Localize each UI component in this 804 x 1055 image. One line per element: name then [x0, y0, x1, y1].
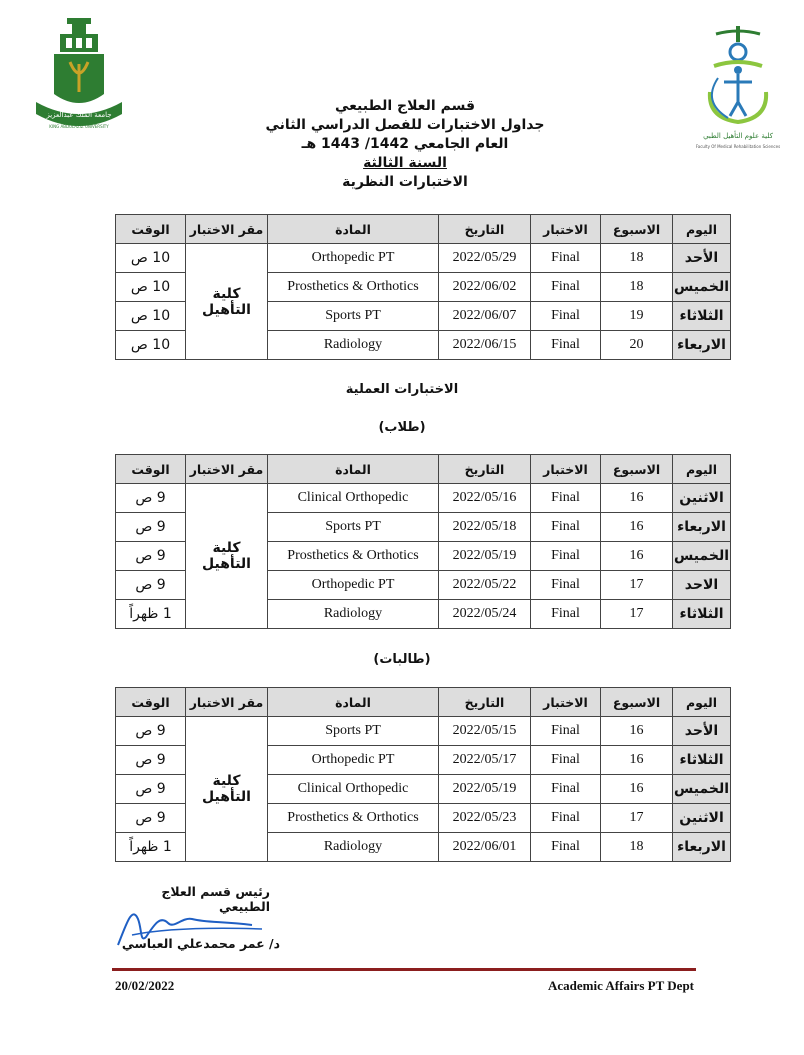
cell-week: 16 [601, 717, 673, 746]
cell-subject: Orthopedic PT [268, 571, 439, 600]
department-title: قسم العلاج الطبيعي [334, 98, 475, 114]
col-week: الاسبوع [601, 215, 673, 244]
cell-time: 9 ص [116, 542, 186, 571]
cell-day: الثلاثاء [673, 302, 731, 331]
col-day: اليوم [673, 455, 731, 484]
cell-date: 2022/06/02 [439, 273, 531, 302]
cell-date: 2022/05/18 [439, 513, 531, 542]
cell-day: الخميس [673, 273, 731, 302]
col-venue: مقر الاختبار [186, 688, 268, 717]
cell-subject: Sports PT [268, 717, 439, 746]
cell-day: الاثنين [673, 484, 731, 513]
cell-date: 2022/05/15 [439, 717, 531, 746]
col-time: الوقت [116, 215, 186, 244]
col-exam: الاختبار [531, 688, 601, 717]
col-date: التاريخ [439, 455, 531, 484]
cell-day: الاربعاء [673, 833, 731, 862]
cell-exam: Final [531, 804, 601, 833]
female-students-title: (طالبات) [373, 652, 431, 667]
cell-subject: Prosthetics & Orthotics [268, 542, 439, 571]
cell-date: 2022/05/17 [439, 746, 531, 775]
col-date: التاريخ [439, 688, 531, 717]
cell-time: 9 ص [116, 746, 186, 775]
footer-divider [112, 968, 696, 971]
cell-exam: Final [531, 746, 601, 775]
col-time: الوقت [116, 688, 186, 717]
cell-subject: Radiology [268, 600, 439, 629]
table-header-row [116, 215, 731, 244]
footer-date: 20/02/2022 [115, 978, 175, 993]
theory-exams-title: الاختبارات النظرية [342, 174, 468, 190]
cell-exam: Final [531, 244, 601, 273]
col-day: اليوم [673, 688, 731, 717]
cell-week: 17 [601, 571, 673, 600]
university-logo [30, 14, 128, 132]
cell-day: الأحد [673, 244, 731, 273]
cell-date: 2022/05/22 [439, 571, 531, 600]
cell-time: 9 ص [116, 484, 186, 513]
cell-subject: Clinical Orthopedic [268, 775, 439, 804]
footer-department: Academic Affairs PT Dept [548, 978, 694, 993]
col-week: الاسبوع [601, 688, 673, 717]
cell-exam: Final [531, 571, 601, 600]
cell-exam: Final [531, 717, 601, 746]
cell-exam: Final [531, 513, 601, 542]
cell-day: الاحد [673, 571, 731, 600]
cell-day: الخميس [673, 775, 731, 804]
cell-time: 10 ص [116, 244, 186, 273]
cell-day: الخميس [673, 542, 731, 571]
col-date: التاريخ [439, 215, 531, 244]
cell-week: 16 [601, 746, 673, 775]
cell-subject: Sports PT [268, 513, 439, 542]
cell-time: 9 ص [116, 717, 186, 746]
signatory-title: رئيس قسم العلاج الطبيعي [161, 884, 270, 914]
theory-exams-table [115, 214, 731, 360]
col-exam: الاختبار [531, 215, 601, 244]
cell-date: 2022/05/19 [439, 775, 531, 804]
cell-day: الاربعاء [673, 513, 731, 542]
cell-time: 10 ص [116, 331, 186, 360]
table-header-row [116, 688, 731, 717]
signatory-name: د/ عمر محمدعلي العباسي [121, 936, 280, 951]
female-exams-table [115, 687, 731, 862]
cell-time: 1 ظهراً [116, 600, 186, 629]
cell-week: 18 [601, 833, 673, 862]
col-subject: المادة [268, 215, 439, 244]
cell-date: 2022/05/29 [439, 244, 531, 273]
cell-subject: Orthopedic PT [268, 746, 439, 775]
cell-date: 2022/05/24 [439, 600, 531, 629]
cell-exam: Final [531, 302, 601, 331]
cell-week: 20 [601, 331, 673, 360]
cell-exam: Final [531, 484, 601, 513]
cell-exam: Final [531, 273, 601, 302]
cell-subject: Clinical Orthopedic [268, 484, 439, 513]
cell-subject: Sports PT [268, 302, 439, 331]
cell-date: 2022/05/16 [439, 484, 531, 513]
male-exams-table [115, 454, 731, 629]
cell-exam: Final [531, 542, 601, 571]
col-subject: المادة [268, 455, 439, 484]
cell-venue: كلية التأهيل [186, 244, 268, 360]
cell-date: 2022/06/15 [439, 331, 531, 360]
cell-exam: Final [531, 833, 601, 862]
cell-venue: كلية التأهيل [186, 484, 268, 629]
table-row [116, 244, 731, 273]
cell-week: 16 [601, 484, 673, 513]
col-day: اليوم [673, 215, 731, 244]
cell-time: 10 ص [116, 273, 186, 302]
col-time: الوقت [116, 455, 186, 484]
table-row [116, 484, 731, 513]
cell-date: 2022/06/07 [439, 302, 531, 331]
col-subject: المادة [268, 688, 439, 717]
cell-week: 16 [601, 775, 673, 804]
cell-subject: Radiology [268, 331, 439, 360]
table-header-row [116, 455, 731, 484]
faculty-logo [688, 22, 788, 152]
cell-time: 10 ص [116, 302, 186, 331]
cell-day: الاربعاء [673, 331, 731, 360]
col-week: الاسبوع [601, 455, 673, 484]
cell-subject: Orthopedic PT [268, 244, 439, 273]
cell-week: 19 [601, 302, 673, 331]
cell-exam: Final [531, 600, 601, 629]
cell-date: 2022/05/23 [439, 804, 531, 833]
col-venue: مقر الاختبار [186, 455, 268, 484]
cell-time: 1 ظهراً [116, 833, 186, 862]
cell-subject: Prosthetics & Orthotics [268, 273, 439, 302]
study-level: السنة الثالثة [363, 155, 447, 171]
academic-year: العام الجامعي 1442/ 1443 هـ [301, 136, 509, 152]
cell-exam: Final [531, 775, 601, 804]
cell-week: 18 [601, 273, 673, 302]
cell-time: 9 ص [116, 775, 186, 804]
col-venue: مقر الاختبار [186, 215, 268, 244]
cell-day: الثلاثاء [673, 600, 731, 629]
col-exam: الاختبار [531, 455, 601, 484]
cell-week: 16 [601, 542, 673, 571]
cell-week: 17 [601, 600, 673, 629]
cell-week: 18 [601, 244, 673, 273]
svg-text:كلية علوم التأهيل الطبي: كلية علوم التأهيل الطبي [703, 132, 773, 140]
cell-time: 9 ص [116, 571, 186, 600]
cell-venue: كلية التأهيل [186, 717, 268, 862]
svg-text:جامعة الملك عبدالعزيز: جامعة الملك عبدالعزيز [46, 111, 112, 119]
cell-week: 17 [601, 804, 673, 833]
cell-time: 9 ص [116, 513, 186, 542]
cell-day: الثلاثاء [673, 746, 731, 775]
cell-date: 2022/06/01 [439, 833, 531, 862]
schedule-title: جداول الاختبارات للفصل الدراسي الثاني [265, 117, 545, 133]
cell-day: الأحد [673, 717, 731, 746]
svg-text:KING ABDULAZIZ UNIVERSITY: KING ABDULAZIZ UNIVERSITY [49, 124, 109, 129]
cell-time: 9 ص [116, 804, 186, 833]
cell-week: 16 [601, 513, 673, 542]
cell-subject: Radiology [268, 833, 439, 862]
cell-subject: Prosthetics & Orthotics [268, 804, 439, 833]
cell-day: الاثنين [673, 804, 731, 833]
svg-text:Faculty Of Medical Rehabilitat: Faculty Of Medical Rehabilitation Sciences [695, 144, 781, 149]
cell-exam: Final [531, 331, 601, 360]
cell-date: 2022/05/19 [439, 542, 531, 571]
practical-exams-title: الاختبارات العملية [345, 382, 459, 397]
table-row [116, 717, 731, 746]
male-students-title: (طلاب) [378, 420, 426, 435]
